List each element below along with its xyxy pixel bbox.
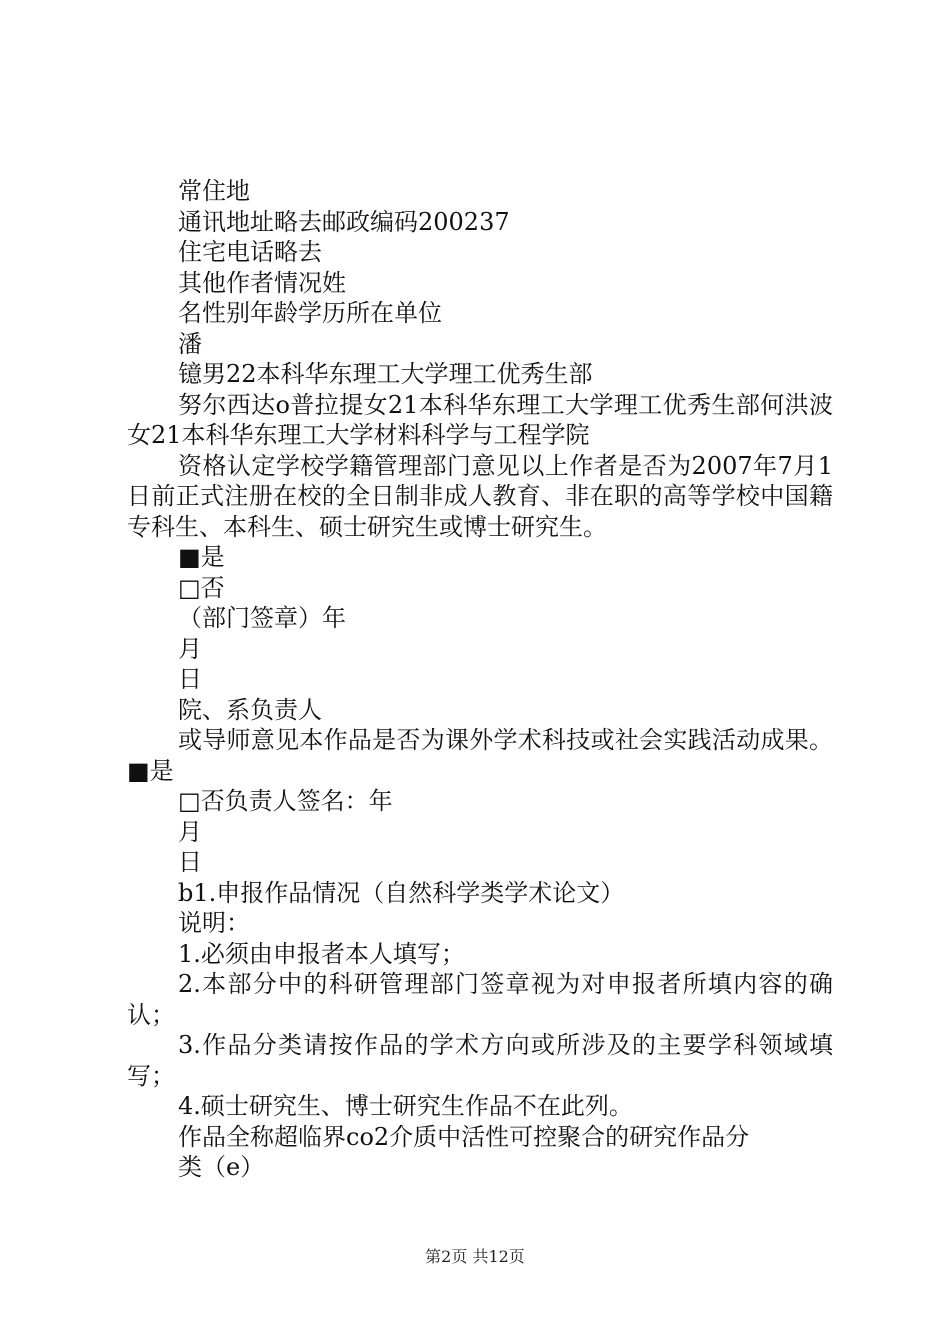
- text-line: 作品全称超临界co2介质中活性可控聚合的研究作品分: [178, 1122, 750, 1151]
- checkbox-unchecked-no: □否: [178, 573, 225, 602]
- text-line: 类（e）: [178, 1153, 265, 1181]
- text-line: 月: [178, 817, 202, 846]
- text-paragraph: 努尔西达o普拉提女21本科华东理工大学理工优秀生部何洪波女21本科华东理工大学材料科学与工程学院: [127, 390, 833, 449]
- text-line: 日: [178, 848, 202, 876]
- text-line: 名性别年龄学历所在单位: [178, 299, 442, 327]
- section-heading: b1.申报作品情况（自然科学类学术论文）: [178, 878, 625, 907]
- checkbox-checked-yes: ■是: [178, 543, 225, 571]
- text-line: 月: [178, 634, 202, 663]
- text-line: （部门签章）年: [178, 604, 346, 632]
- text-paragraph: 资格认定学校学籍管理部门意见以上作者是否为2007年7月1日前正式注册在校的全日制非成人教育、非在职的高等学校中国籍专科生、本科生、硕士研究生或博士研究生。: [127, 451, 833, 541]
- text-line: 住宅电话略去: [178, 238, 322, 266]
- list-item: 4.硕士研究生、博士研究生作品不在此列。: [178, 1092, 633, 1120]
- page-number: 第2页 共12页: [425, 1247, 525, 1266]
- list-item: 3.作品分类请按作品的学术方向或所涉及的主要学科领域填写；: [127, 1031, 833, 1090]
- text-line: 通讯地址略去邮政编码200237: [178, 207, 510, 236]
- page-footer: [0, 1244, 950, 1267]
- text-line: 镱男22本科华东理工大学理工优秀生部: [178, 360, 593, 388]
- text-line: 日: [178, 665, 202, 693]
- text-line: 潘: [178, 329, 202, 358]
- document-body: [127, 176, 833, 1183]
- text-line: 其他作者情况姓: [178, 268, 346, 297]
- list-item: 2.本部分中的科研管理部门签章视为对申报者所填内容的确认；: [127, 970, 833, 1029]
- text-line: □否负责人签名：年: [178, 787, 393, 815]
- text-line: 常住地: [178, 177, 250, 205]
- list-item: 1.必须由申报者本人填写；: [178, 939, 465, 968]
- text-line: 院、系负责人: [178, 695, 322, 724]
- text-line: 说明：: [178, 909, 250, 937]
- text-paragraph: 或导师意见本作品是否为课外学术科技或社会实践活动成果。■是: [127, 726, 833, 785]
